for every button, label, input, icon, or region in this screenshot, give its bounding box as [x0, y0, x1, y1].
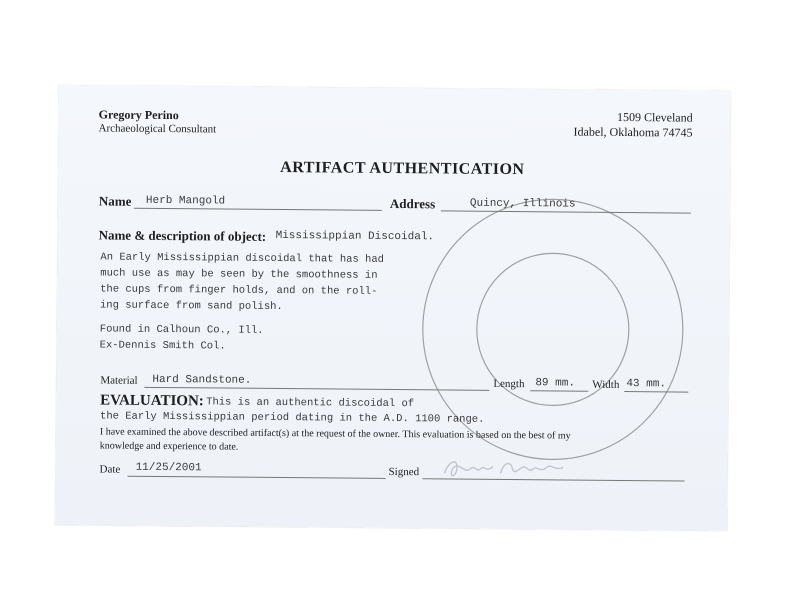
width-label: Width: [592, 378, 620, 391]
object-label: Name & description of object:: [98, 227, 267, 244]
material-value: Hard Sandstone.: [152, 373, 252, 387]
evaluation-typed-line-2: the Early Mississippian period dating in the A.D. 1100 range.: [99, 410, 485, 426]
address-line-2: Idabel, Oklahoma 74745: [573, 124, 693, 140]
date-value: 11/25/2001: [135, 461, 202, 475]
length-value: 89 mm.: [535, 377, 576, 390]
address-line-1: 1509 Cleveland: [616, 109, 693, 125]
description-line-3: the cups from finger holds, and on the roll-: [100, 283, 378, 298]
width-value: 43 mm.: [626, 378, 667, 391]
description-line-2: much use as may be seen by the smoothness in: [100, 267, 378, 282]
address-label: Address: [389, 195, 436, 212]
length-label: Length: [493, 377, 525, 391]
consultant-name: Gregory Perino: [98, 107, 179, 123]
date-label: Date: [99, 463, 121, 476]
provenance-line-2: Ex-Dennis Smith Col.: [99, 339, 226, 353]
description-line-1: An Early Mississippian discoidal that has had: [100, 251, 385, 266]
object-value: Mississippian Discoidal.: [275, 229, 435, 244]
evaluation-statement-line-2: knowledge and experience to date.: [99, 440, 239, 453]
consultant-title: Archaeological Consultant: [98, 122, 217, 136]
signature-image: [440, 454, 570, 481]
evaluation-label: EVALUATION:: [100, 392, 204, 410]
material-label: Material: [100, 374, 138, 387]
name-value: Herb Mangold: [145, 194, 226, 208]
address-value: Quincy, Illinois: [469, 197, 576, 211]
description-line-4: ing surface from sand polish.: [99, 299, 283, 314]
evaluation-typed-line-1: This is an authentic discoidal of: [206, 396, 415, 411]
name-label: Name: [98, 193, 132, 209]
form-title: ARTIFACT AUTHENTICATION: [280, 159, 525, 179]
authentication-form: [55, 85, 731, 531]
signed-label: Signed: [388, 465, 420, 479]
evaluation-statement-line-1: I have examined the above described artifact(s) at the request of the owner. This evaluation is based on the best of my: [99, 426, 571, 442]
provenance-line-1: Found in Calhoun Co., Ill.: [99, 323, 264, 337]
